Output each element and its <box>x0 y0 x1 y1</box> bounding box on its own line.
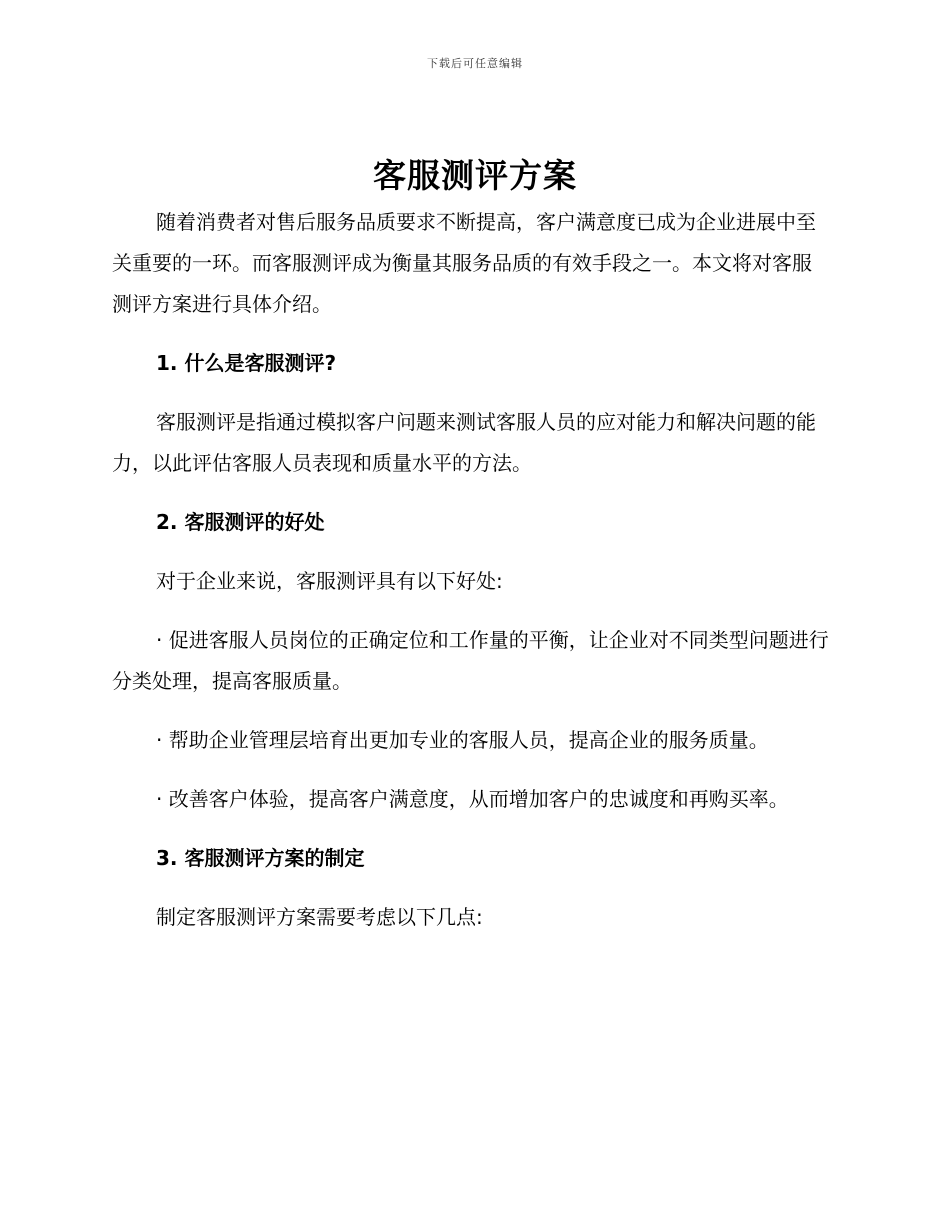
bullet-item: · 改善客户体验，提高客户满意度，从而增加客户的忠诚度和再购买率。 <box>156 787 789 811</box>
bullet-item: · 帮助企业管理层培育出更加专业的客服人员，提高企业的服务质量。 <box>156 728 769 752</box>
document-body <box>112 202 830 938</box>
intro-paragraph: 随着消费者对售后服务品质要求不断提高，客户满意度已成为企业进展中至关重要的一环。而客服测评成为衡量其服务品质的有效手段之一。本文将对客服测评方案进行具体介绍。 <box>112 210 816 316</box>
section-2-lead: 对于企业来说，客服测评具有以下好处: <box>156 569 503 593</box>
bullet-item: · 促进客服人员岗位的正确定位和工作量的平衡，让企业对不同类型问题进行分类处理，提高客服质量。 <box>112 628 829 693</box>
section-1-heading: 1. 什么是客服测评? <box>156 351 337 375</box>
section-3-heading: 3. 客服测评方案的制定 <box>156 846 365 870</box>
section-1-body: 客服测评是指通过模拟客户问题来测试客服人员的应对能力和解决问题的能力，以此评估客服人员表现和质量水平的方法。 <box>112 410 816 475</box>
section-2-heading: 2. 客服测评的好处 <box>156 510 325 534</box>
document-title: 客服测评方案 <box>373 156 577 195</box>
section-3-lead: 制定客服测评方案需要考虑以下几点: <box>156 905 483 929</box>
header-note: 下载后可任意编辑 <box>427 57 523 70</box>
